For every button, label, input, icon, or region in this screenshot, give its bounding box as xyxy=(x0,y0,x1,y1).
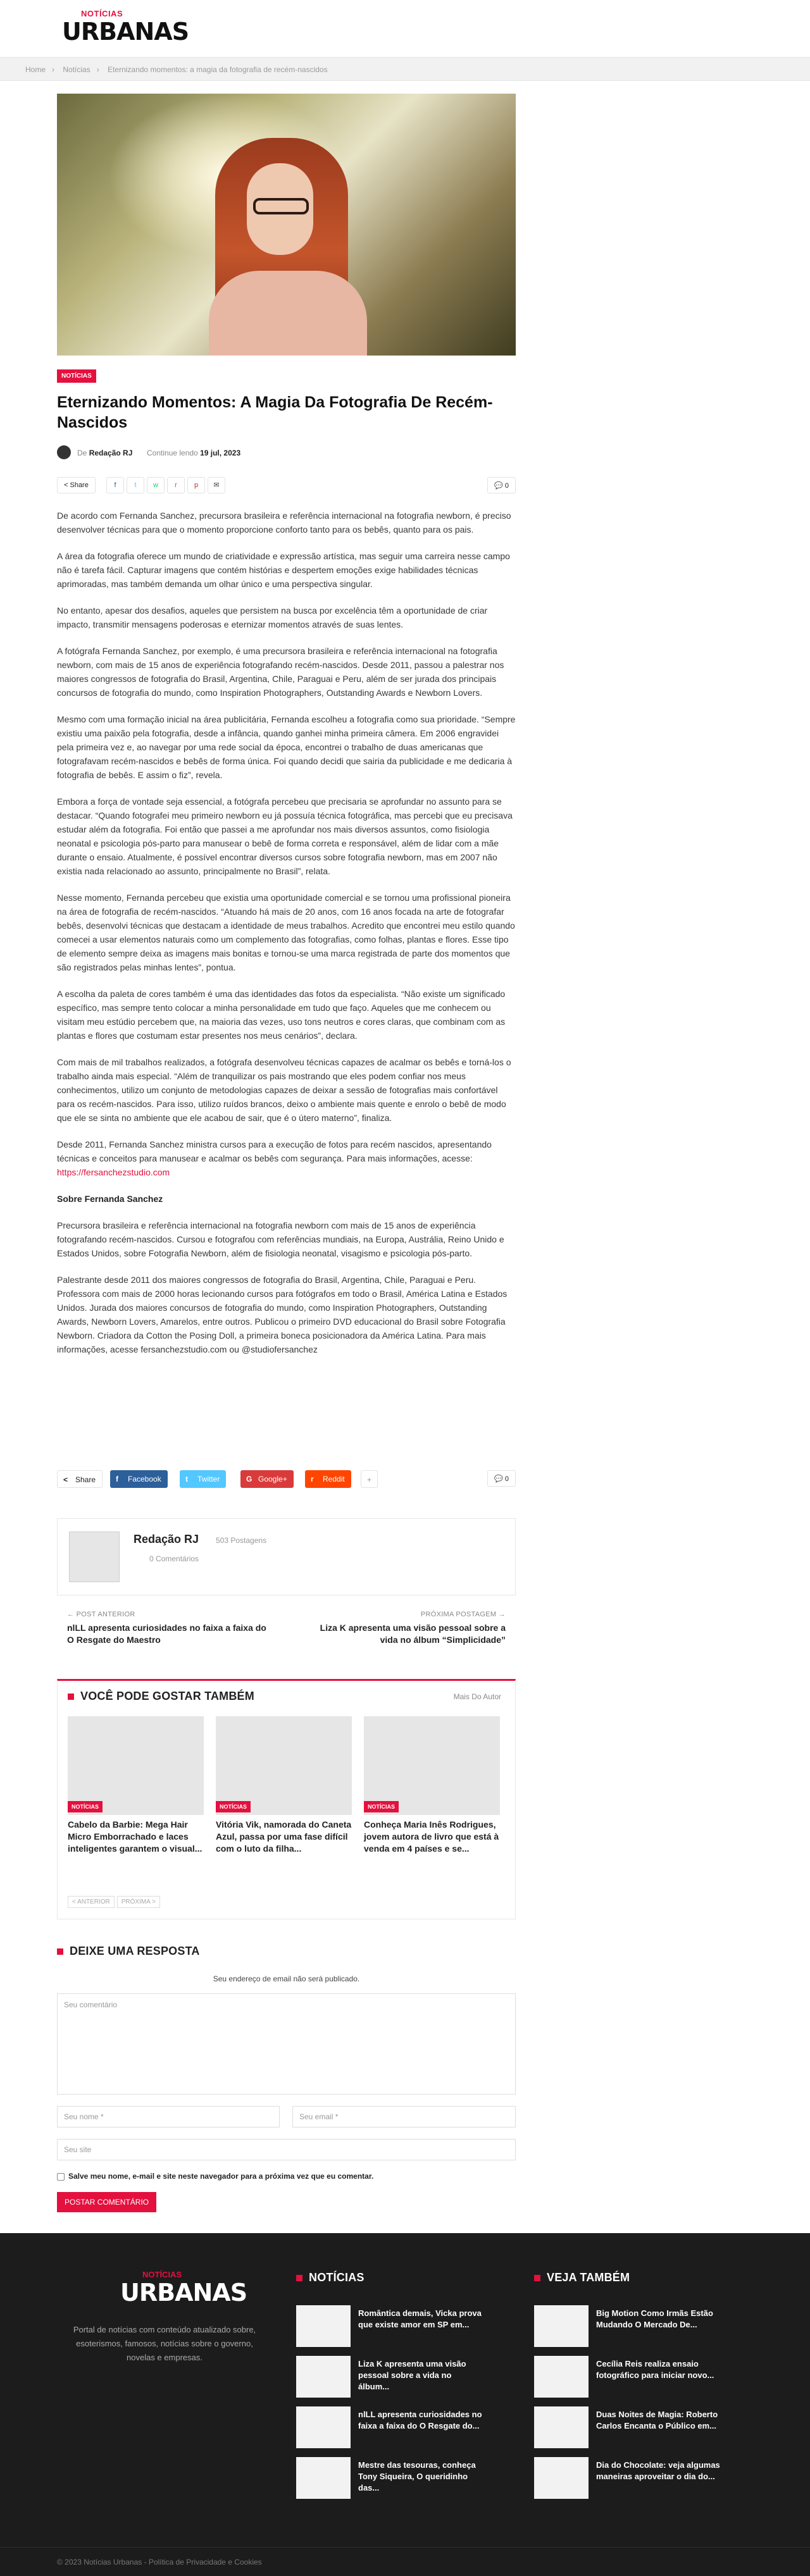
featured-image xyxy=(57,94,516,356)
share-label: < Share xyxy=(57,1470,103,1488)
author-avatar[interactable] xyxy=(57,445,71,459)
googleplus-share-button[interactable]: G Google+ xyxy=(240,1470,294,1488)
email-field[interactable]: Seu email * xyxy=(292,2106,516,2127)
site-header xyxy=(0,0,810,57)
next-post-link[interactable] xyxy=(303,1611,506,1646)
footer-see-also-item[interactable] xyxy=(534,2305,724,2347)
checkbox-box[interactable] xyxy=(57,2173,65,2181)
footer-see-also-title[interactable]: Dia do Chocolate: veja algumas maneiras aproveitar o dia do... xyxy=(596,2460,720,2481)
footer-news-title[interactable]: Liza K apresenta uma visão pessoal sobre a vida no álbum... xyxy=(358,2359,466,2391)
related-thumbnail[interactable] xyxy=(68,1716,204,1815)
related-posts xyxy=(57,1679,516,1919)
footer-news-column xyxy=(296,2271,486,2492)
related-card[interactable] xyxy=(364,1716,500,1855)
related-card[interactable] xyxy=(68,1716,204,1855)
footer-see-also-heading: VEJA TAMBÉM xyxy=(534,2271,724,2284)
footer-see-also-title[interactable]: Big Motion Como Irmãs Estão Mudando O Mercado De... xyxy=(596,2308,713,2329)
footer-thumbnail[interactable] xyxy=(296,2406,351,2448)
comment-form xyxy=(57,1945,516,2212)
breadcrumb-home[interactable]: Home xyxy=(25,65,46,74)
footer-news-item[interactable] xyxy=(296,2406,486,2448)
related-thumbnail[interactable] xyxy=(364,1716,500,1815)
author-box-name[interactable]: Redação RJ xyxy=(134,1533,199,1545)
paragraph xyxy=(57,1137,516,1179)
paragraph: Palestrante desde 2011 dos maiores congressos de fotografia do Brasil, Argentina, Chile, Paraguai e Peru. Professora com mais de 2000 horas lecionando cursos para fotógrafos em todo o Brasil, América Latina e Estados Unidos. Jurada dos maiores concursos de fotografia do mundo, como Inspiration Photographers, Outstanding Awards, Newborn Lovers, Amarelos, entre outros. Publicou o primeiro DVD educacional do Brasil sobre Fotografia Newborn. Criadora da Cotton the Posing Doll, a primeira boneca posicionadora da América Latina. Para mais informações, acesse fersanchezstudio.com ou @studiofersanchez xyxy=(57,1275,508,1354)
next-post-label: PRÓXIMA POSTAGEM → xyxy=(420,1611,506,1618)
reddit-share-button[interactable]: r Reddit xyxy=(305,1470,351,1488)
paragraph: A fotógrafa Fernanda Sanchez, por exemplo, é uma precursora brasileira e referência internacional na fotografia newborn, com mais de 15 anos de experiência fotografando recém-nascidos. Desde 2011, passou a palestrar nos maiores congressos de fotografia do Brasil, Argentina, Chile, Paraguai e Peru, além de ser jurada dos principais concursos de fotografia do mundo, como Inspiration Photographers, Outstanding Awards e Newborn Lovers. xyxy=(57,646,504,698)
author-post-count: 503 Postagens xyxy=(216,1536,267,1545)
logo-small-text: NOTÍCIAS xyxy=(142,2270,182,2279)
prev-post-title: nlLL apresenta curiosidades no faixa a faixa do O Resgate do Maestro xyxy=(67,1623,266,1645)
more-by-author-tab[interactable]: Mais Do Autor xyxy=(453,1692,501,1701)
author-comment-count: 0 Comentários xyxy=(149,1554,199,1563)
related-title[interactable]: Cabelo da Barbie: Mega Hair Micro Emborrachado e laces inteligentes garantem o visual... xyxy=(68,1819,202,1854)
footer-logo[interactable] xyxy=(120,2270,247,2308)
paragraph: Mesmo com uma formação inicial na área publicitária, Fernanda escolheu a fotografia como sua prioridade. “Sempre existiu uma paixão pela fotografia, desde a infância, quando ganhei minha primeira câmera. Em 2006 engravidei pela primeira vez e, ao navegar por uma rede social da época, encontrei o trabalho de duas americanas que fotografavam recém-nascidos e bebês de forma única. Foi quando decidi que sairia da publicidade e me dedicaria à fotografia de bebês. E assim o fiz”, revela. xyxy=(57,714,516,780)
related-title[interactable]: Conheça Maria Inês Rodrigues, jovem autora de livro que está à venda em 4 países e se... xyxy=(364,1819,499,1854)
footer-thumbnail[interactable] xyxy=(296,2457,351,2499)
footer-see-also-item[interactable] xyxy=(534,2406,724,2448)
breadcrumb-sep: › xyxy=(52,65,55,74)
comment-count[interactable]: 💬 0 xyxy=(487,477,516,493)
category-badge[interactable]: NOTÍCIAS xyxy=(216,1801,251,1812)
author-avatar[interactable] xyxy=(69,1532,120,1582)
email-icon[interactable]: ✉ xyxy=(208,477,225,493)
email-note: Seu endereço de email não será publicado. xyxy=(213,1974,360,1983)
by-prefix: De xyxy=(77,449,87,457)
post-navigation xyxy=(57,1611,516,1649)
logo-big-text: URBANAS xyxy=(62,18,189,46)
more-share-button[interactable]: + xyxy=(361,1470,378,1488)
copyright-text: © 2023 Notícias Urbanas - Política de Privacidade e Cookies xyxy=(57,2558,262,2567)
category-badge[interactable]: NOTÍCIAS xyxy=(68,1801,103,1812)
comment-textarea[interactable]: Seu comentário xyxy=(57,1993,516,2095)
breadcrumb-current: Eternizando momentos: a magia da fotografia de recém-nascidos xyxy=(108,65,328,74)
paragraph: Precursora brasileira e referência internacional na fotografia newborn com mais de 15 anos de experiência fotografando recém-nascidos. Cursou e fotografou com referências mundiais, na Europa, Austrália, Reino Unido e Estados Unidos, sobre Fotografia Newborn, além de fisiologia neonatal, visagismo e psicologia pós-parto. xyxy=(57,1220,504,1258)
author-name[interactable]: Redação RJ xyxy=(89,449,133,457)
courses-text: Desde 2011, Fernanda Sanchez ministra cursos para a execução de fotos para recém nascidos, apresentando técnicas e conceitos para manusear e acalmar os bebês com segurança. Para mais informações, acesse: xyxy=(57,1139,492,1163)
twitter-share-button[interactable]: t Twitter xyxy=(180,1470,226,1488)
related-thumbnail[interactable] xyxy=(216,1716,352,1815)
related-pagination xyxy=(68,1896,163,1908)
related-heading: VOCÊ PODE GOSTAR TAMBÉM xyxy=(68,1690,254,1703)
website-field[interactable]: Seu site xyxy=(57,2139,516,2160)
paragraph: A área da fotografia oferece um mundo de criatividade e expressão artística, mas seguir uma carreira nesse campo não é tarefa fácil. Capturar imagens que contém histórias e despertem emoções exige habilidades técnicas aprimoradas, mas também demanda um olhar único e uma perspectiva singular. xyxy=(57,551,510,589)
footer-thumbnail[interactable] xyxy=(296,2305,351,2347)
related-card[interactable] xyxy=(216,1716,352,1855)
footer-see-also-title[interactable]: Duas Noites de Magia: Roberto Carlos Encanta o Público em... xyxy=(596,2410,718,2430)
footer-news-title[interactable]: Romântica demais, Vicka prova que existe amor em SP em... xyxy=(358,2308,482,2329)
post-date: 19 jul, 2023 xyxy=(200,449,241,457)
paragraph: A escolha da paleta de cores também é uma das identidades das fotos da especialista. “Não existe um significado específico, mas sempre tento colocar a minha personalidade em tudo que faço. Aqueles que me conhecem ou visitam meu estúdio percebem que, na maioria das vezes, uso tons neutros e cores claras, que combinam com as plantas e flores que costumam estar presentes nos meus cenários”, declara. xyxy=(57,989,506,1041)
footer-see-also-item[interactable] xyxy=(534,2457,724,2499)
save-info-checkbox[interactable] xyxy=(57,2172,516,2181)
site-footer xyxy=(0,2233,810,2576)
share-bar-top xyxy=(57,477,516,495)
about-heading: Sobre Fernanda Sanchez xyxy=(57,1194,163,1204)
pinterest-icon[interactable]: p xyxy=(187,477,205,493)
post-comment-button[interactable]: POSTAR COMENTÁRIO xyxy=(57,2192,156,2212)
footer-see-also-title[interactable]: Cecília Reis realiza ensaio fotográfico para iniciar novo... xyxy=(596,2359,714,2380)
footer-news-item[interactable] xyxy=(296,2305,486,2347)
paragraph: Com mais de mil trabalhos realizados, a fotógrafa desenvolveu técnicas capazes de acalmar os bebês e torná-los o trabalho ainda mais especial. “Além de tranquilizar os pais mostrando que eles podem confiar nos meus conhecimentos, utilizo um conjunto de metodologias capazes de deixar a sessão de fotografias mais confortável para os recém-nascidos. Para isso, utilizo ruídos brancos, deixo o ambiente mais quente e enrolo o bebê de modo que ele se sinta no ambiente que ele acabou de sair, que é o útero materno”, finaliza. xyxy=(57,1057,511,1123)
breadcrumb-category[interactable]: Notícias xyxy=(63,65,90,74)
share-label: < Share xyxy=(57,477,96,493)
prev-post-link[interactable] xyxy=(67,1611,270,1646)
courses-link[interactable]: https://fersanchezstudio.com xyxy=(57,1167,170,1177)
footer-thumbnail[interactable] xyxy=(534,2406,589,2448)
footer-thumbnail[interactable] xyxy=(534,2457,589,2499)
post-title: Eternizando Momentos: A Magia Da Fotografia De Recém-Nascidos xyxy=(57,393,493,431)
next-post-title: Liza K apresenta uma visão pessoal sobre a vida no álbum “Simplicidade” xyxy=(320,1623,506,1645)
footer-bottom-bar xyxy=(0,2547,810,2576)
save-info-label: Salve meu nome, e-mail e site neste navegador para a próxima vez que eu comentar. xyxy=(68,2172,374,2181)
breadcrumb-sep: › xyxy=(96,65,99,74)
facebook-icon[interactable]: f xyxy=(106,477,124,493)
comment-count[interactable]: 💬 0 xyxy=(487,1470,516,1487)
paragraph: Nesse momento, Fernanda percebeu que existia uma oportunidade comercial e se tornou uma profissional pioneira na área de fotografia de recém-nascidos. “Atuando há mais de 20 anos, com 16 anos focada na arte de fotografar bebês, desenvolvi técnicas que destacam a identidade de meus trabalhos. Acredito que encontrei meu estilo quando comecei a usar elementos naturais como um complemento das fotografias, como folhas, plantas e flores. Esse tipo de elemento sempre deixa as imagens mais bonitas e tornou-se uma marca registrada de parte dos momentos que são registrados pelas minhas lentes”, pontua. xyxy=(57,893,515,972)
logo-small-text: NOTÍCIAS xyxy=(81,9,123,18)
prev-post-label: ← POST ANTERIOR xyxy=(67,1611,135,1618)
category-badge[interactable]: NOTÍCIAS xyxy=(364,1801,399,1812)
reddit-icon[interactable]: r xyxy=(167,477,185,493)
footer-see-also-item[interactable] xyxy=(534,2356,724,2398)
pagination-prev-button[interactable]: < ANTERIOR xyxy=(68,1896,115,1908)
footer-news-title[interactable]: Mestre das tesouras, conheça Tony Siqueira, O queridinho das... xyxy=(358,2460,476,2492)
footer-news-heading: NOTÍCIAS xyxy=(296,2271,486,2284)
footer-news-item[interactable] xyxy=(296,2356,486,2398)
logo-big-text: URBANAS xyxy=(120,2279,247,2307)
footer-description: Portal de notícias com conteúdo atualizado sobre, esoterismos, famosos, notícias sobre o governo, novelas e empresas. xyxy=(73,2325,256,2362)
footer-see-also-column xyxy=(534,2271,724,2481)
name-field[interactable]: Seu nome * xyxy=(57,2106,280,2127)
paragraph: Embora a força de vontade seja essencial, a fotógrafa percebeu que precisaria se aprofundar no assunto para se destacar. “Quando fotografei meu primeiro newborn eu já possuía técnica fotográfica, mas percebi que eu precisava estudar além da fotografia. Foi então que passei a me aprofundar nos mais diversos assuntos, como fisiologia neonatal e psicologia pós-parto para manusear o bebê de forma correta e responsável, além de lidar com a mãe durante o ensaio. Atualmente, é possível encontrar diversos cursos sobre fotografia newborn, mas em 2007 não existia nada relacionado ao assunto, principalmente no Brasil”, relata. xyxy=(57,796,513,876)
site-logo[interactable] xyxy=(62,9,189,47)
footer-thumbnail[interactable] xyxy=(534,2356,589,2398)
facebook-share-button[interactable]: f Facebook xyxy=(110,1470,168,1488)
footer-thumbnail[interactable] xyxy=(296,2356,351,2398)
footer-thumbnail[interactable] xyxy=(534,2305,589,2347)
paragraph: No entanto, apesar dos desafios, aqueles que persistem na busca por excelência têm a oportunidade de criar impacto, transmitir mensagens poderosas e eternizar momentos através de suas lentes. xyxy=(57,605,488,629)
footer-news-item[interactable] xyxy=(296,2457,486,2499)
footer-news-title[interactable]: nlLL apresenta curiosidades no faixa a faixa do O Resgate do... xyxy=(358,2410,482,2430)
share-bar-bottom xyxy=(57,1470,516,1489)
twitter-icon[interactable]: t xyxy=(127,477,144,493)
whatsapp-icon[interactable]: w xyxy=(147,477,165,493)
comment-heading: DEIXE UMA RESPOSTA xyxy=(57,1945,516,1958)
read-prefix: Continue lendo xyxy=(147,449,198,457)
author-box xyxy=(57,1518,516,1595)
category-badge[interactable]: NOTÍCIAS xyxy=(57,369,96,383)
related-title[interactable]: Vitória Vik, namorada do Caneta Azul, passa por uma fase difícil com o luto da filha... xyxy=(216,1819,352,1854)
article-body xyxy=(57,509,516,1369)
paragraph: De acordo com Fernanda Sanchez, precursora brasileira e referência internacional na fotografia newborn, é preciso desenvolver técnicas para que o momento proporcione conforto tanto para os bebês, quanto para os pais. xyxy=(57,511,511,535)
breadcrumb xyxy=(0,57,810,81)
pagination-next-button[interactable]: PRÓXIMA > xyxy=(117,1896,160,1908)
